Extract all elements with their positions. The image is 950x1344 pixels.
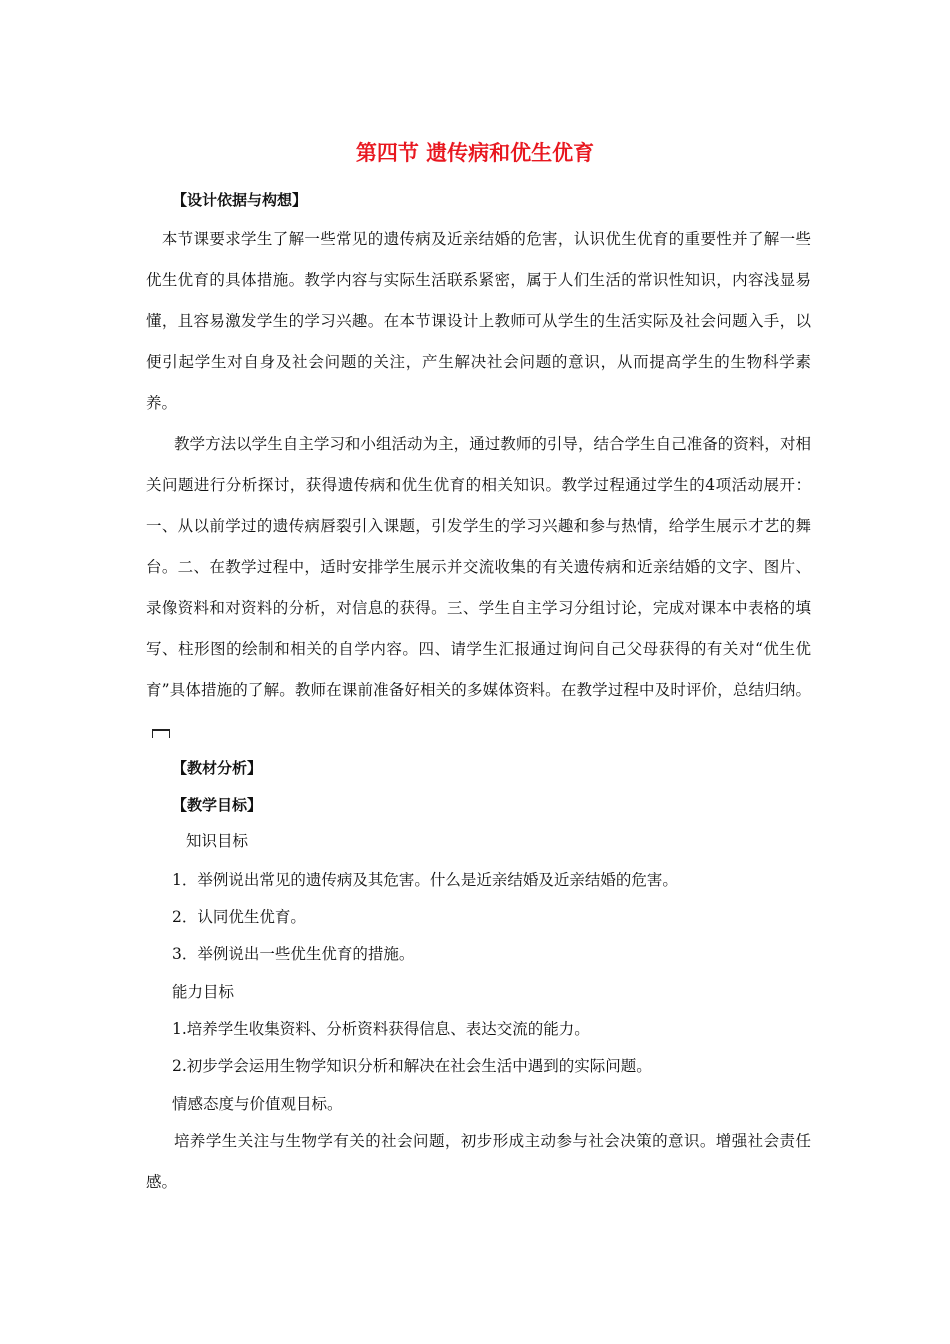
design-paragraph-1: 本节课要求学生了解一些常见的遗传病及近亲结婚的危害，认识优生优育的重要性并了解一些优生优育的具体措施。教学内容与实际生活联系紧密，属于人们生活的常识性知识，内容浅显易懂，且容易激发学生的学习兴趣。在本节课设计上教师可从学生的生活实际及社会问题入手，以便引起学生对自身及社会问题的关注，产生解决社会问题的意识，从而提高学生的生物科学素养。 <box>146 230 811 412</box>
attitude-paragraph: 培养学生关注与生物学有关的社会问题，初步形成主动参与社会决策的意识。增强社会责任感。 <box>146 1132 811 1191</box>
attitude-goals-label: 情感态度与价值观目标。 <box>172 1095 343 1113</box>
ability-item-1: 1.培养学生收集资料、分析资料获得信息、表达交流的能力。 <box>172 1020 590 1038</box>
textbook-analysis-heading: 【教材分析】 <box>172 759 263 777</box>
knowledge-item-3: 3．举例说出一些优生优育的措施。 <box>172 945 415 963</box>
ability-item-2: 2.初步学会运用生物学知识分析和解决在社会生活中遇到的实际问题。 <box>172 1057 652 1075</box>
layout-mark-icon <box>152 729 170 738</box>
ability-goals-label: 能力目标 <box>172 983 235 1001</box>
design-heading: 【设计依据与构想】 <box>172 191 308 209</box>
page-title: 第四节 遗传病和优生优育 <box>355 141 595 165</box>
teaching-goals-heading: 【教学目标】 <box>172 796 263 814</box>
knowledge-goals-label: 知识目标 <box>186 832 249 850</box>
design-paragraph-2 <box>146 424 811 752</box>
knowledge-item-2: 2．认同优生优育。 <box>172 908 306 926</box>
design-paragraph-2-text: 教学方法以学生自主学习和小组活动为主，通过教师的引导，结合学生自己准备的资料，对相关问题进行分析探讨，获得遗传病和优生优育的相关知识。教学过程通过学生的4项活动展开：一、从以前学过的遗传病唇裂引入课题，引发学生的学习兴趣和参与热情，给学生展示才艺的舞台。二、在教学过程中，适时安排学生展示并交流收集的有关遗传病和近亲结婚的文字、图片、录像资料和对资料的分析，对信息的获得。三、学生自主学习分组讨论，完成对课本中表格的填写、柱形图的绘制和相关的自学内容。四、请学生汇报通过询问自己父母获得的有关对“优生优育”具体措施的了解。教师在课前准备好相关的多媒体资料。在教学过程中及时评价，总结归纳。 <box>146 435 811 699</box>
knowledge-item-1: 1．举例说出常见的遗传病及其危害。什么是近亲结婚及近亲结婚的危害。 <box>172 871 678 889</box>
